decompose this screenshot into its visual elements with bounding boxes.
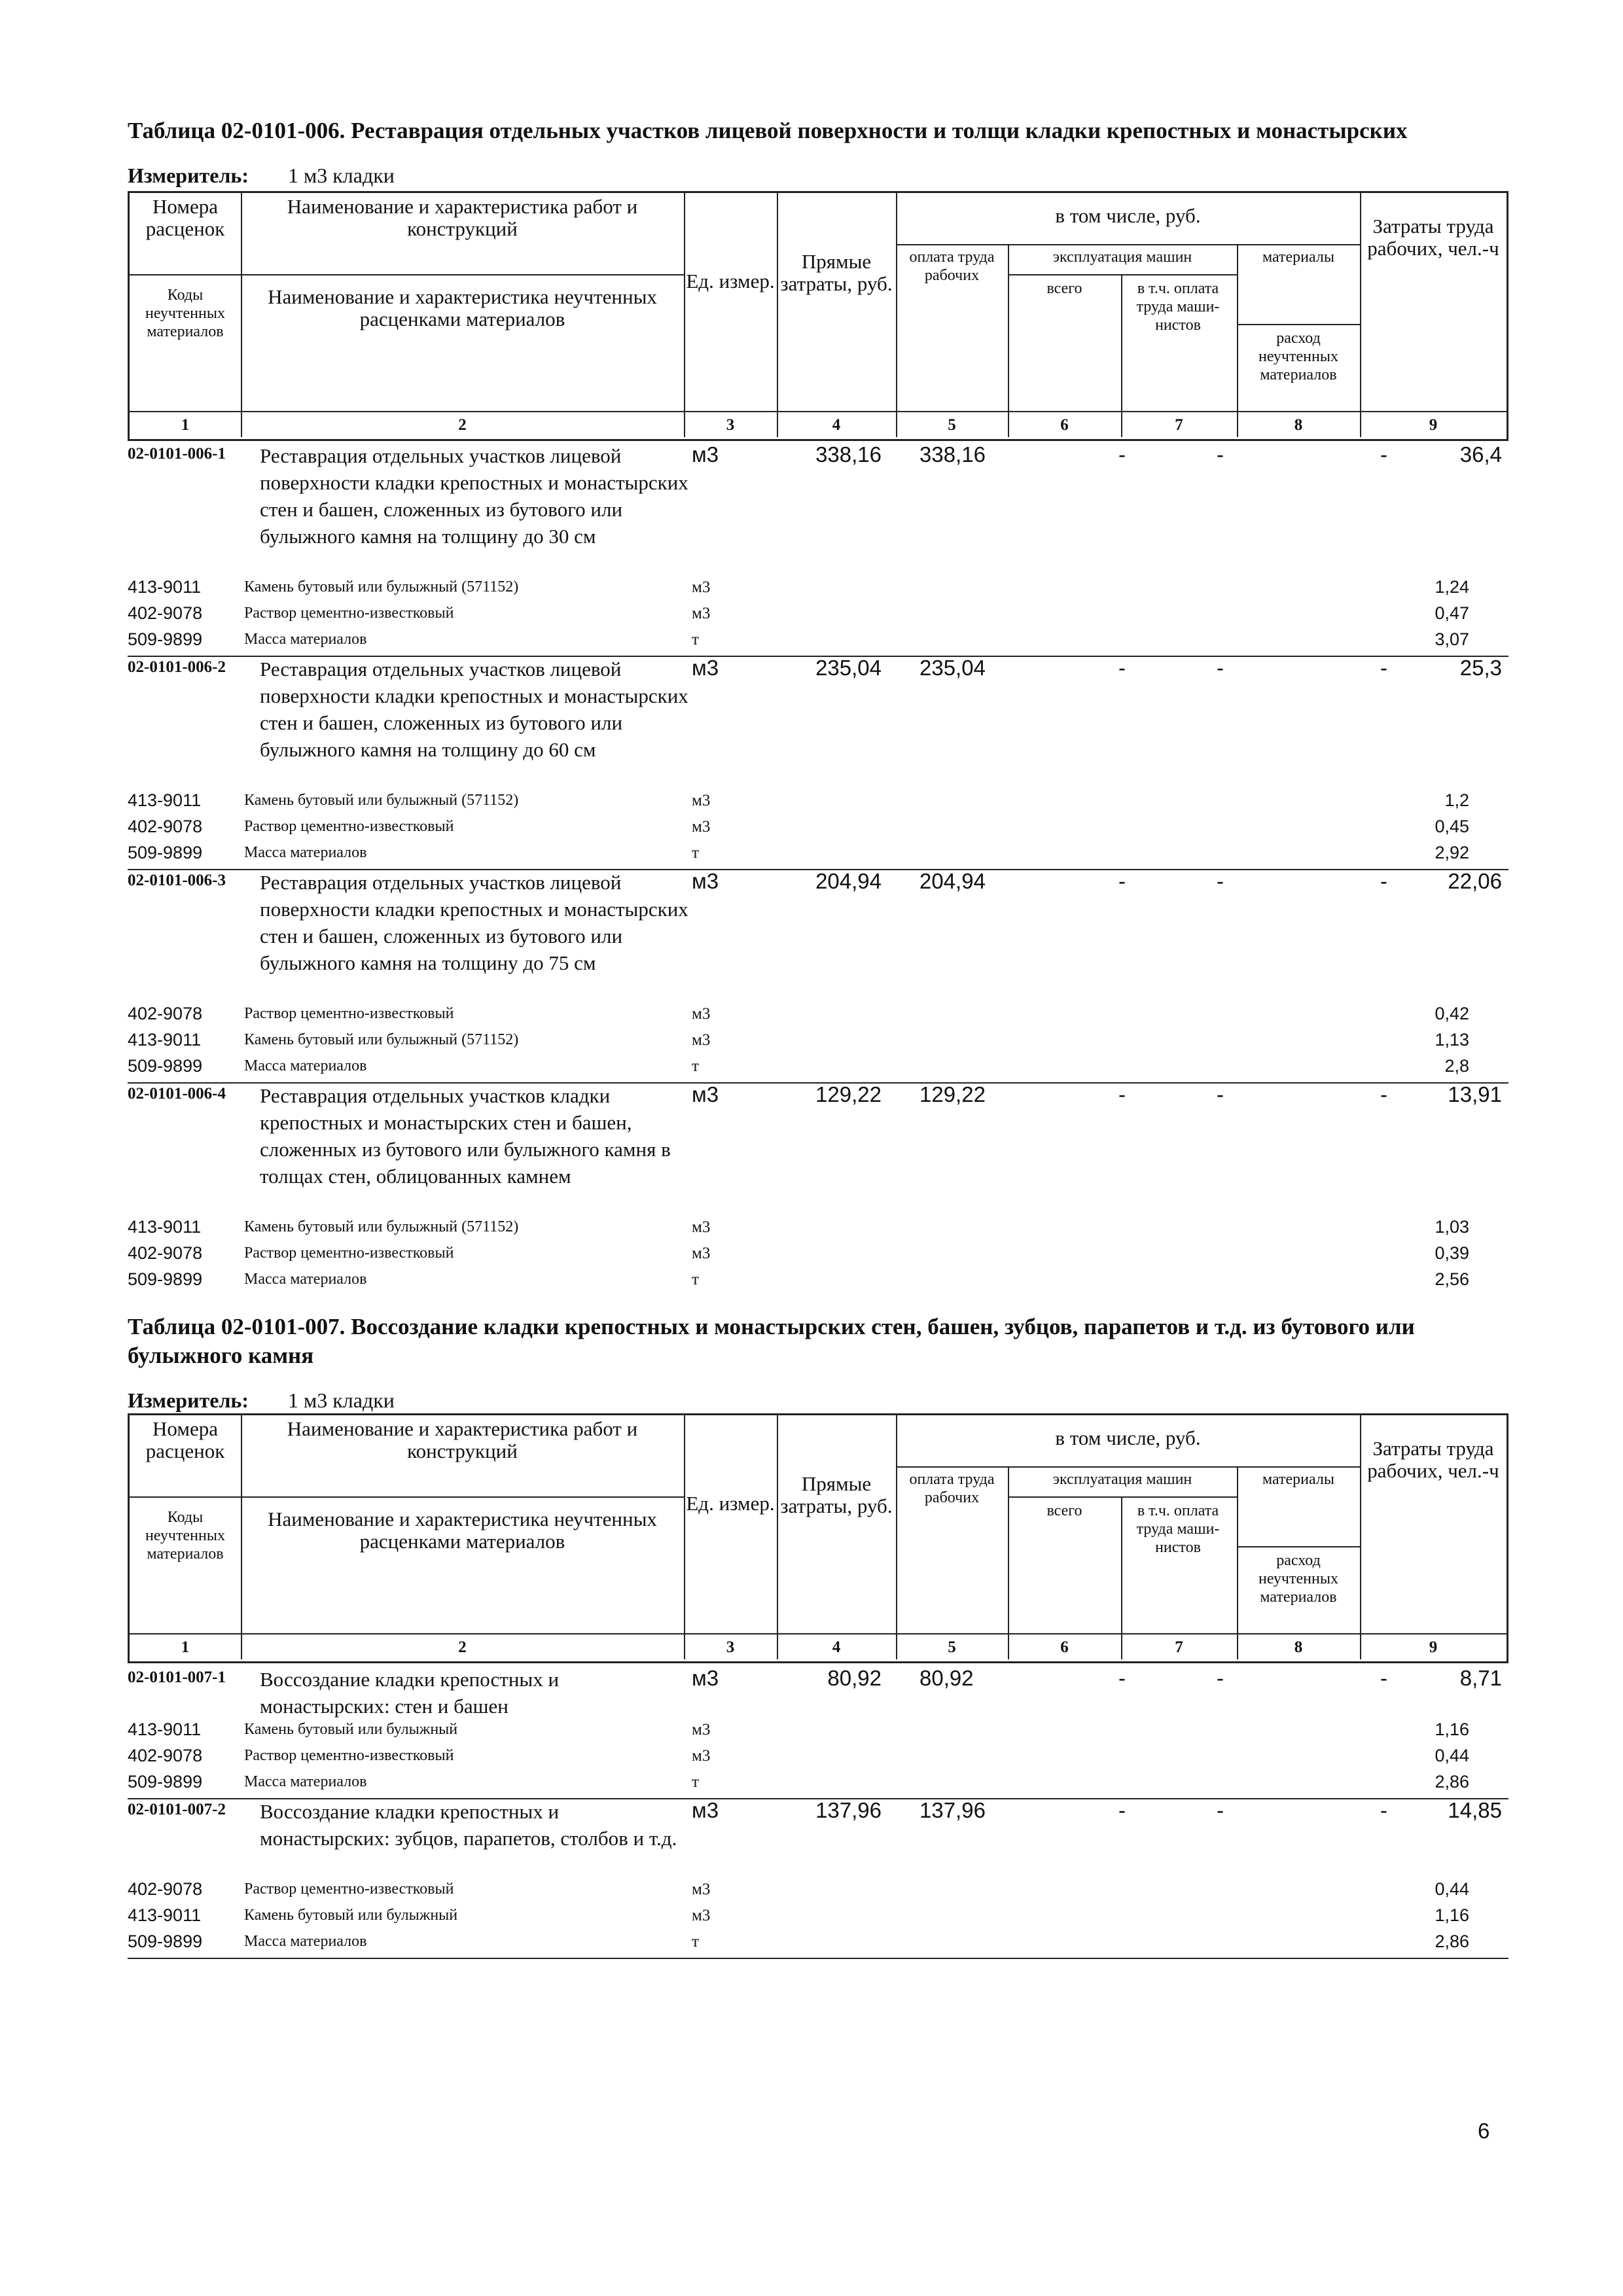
rate-row: [128, 1082, 1508, 1298]
rate-code: 02-0101-007-1: [128, 1669, 226, 1686]
material-name: Масса материалов: [244, 631, 367, 648]
rate-mach-pay: -: [1217, 1082, 1224, 1106]
material-unit: т: [692, 1773, 699, 1791]
material-value: 0,44: [1435, 1746, 1469, 1765]
material-name: Камень бутовый или булыжный (571152): [244, 1031, 519, 1048]
meter-value: 1 м3 кладки: [287, 1388, 395, 1412]
rate-unit: м3: [692, 442, 719, 467]
material-unit: м3: [692, 818, 711, 836]
rate-code: 02-0101-006-2: [128, 658, 226, 676]
material-code: 509-9899: [128, 1269, 203, 1289]
material-code: 413-9011: [128, 1217, 202, 1237]
column-number: 6: [1060, 416, 1069, 434]
header-labor-pay: оплата труда рабочих: [909, 1471, 995, 1506]
header-direct: Прямые затраты, руб.: [780, 1472, 893, 1517]
material-code: 413-9011: [128, 1905, 202, 1925]
material-value: 0,42: [1435, 1004, 1469, 1023]
material-value: 3,07: [1435, 629, 1469, 649]
material-value: 0,45: [1435, 817, 1469, 836]
header-material-codes: Коды неучтенных материалов: [145, 1509, 225, 1563]
material-name: Раствор цементно-известковый: [244, 1747, 454, 1764]
header-labor-cost: Затраты труда рабочих, чел.-ч: [1367, 1437, 1499, 1482]
material-unit: м3: [692, 792, 711, 809]
material-name: Раствор цементно-известковый: [244, 818, 454, 835]
material-value: 2,86: [1435, 1772, 1469, 1792]
rate-labor-cost: 22,06: [1448, 869, 1502, 893]
rate-labor-cost: 25,3: [1459, 656, 1502, 680]
table-header: [128, 1413, 1508, 1663]
rate-mach-pay: -: [1217, 1798, 1224, 1822]
material-name: Масса материалов: [244, 1271, 367, 1288]
header-material-name: Наименование и характеристика неучтенных расценками материалов: [268, 285, 657, 330]
material-unit: м3: [692, 1881, 711, 1898]
rate-labor-cost: 36,4: [1459, 442, 1502, 467]
rate-unit: м3: [692, 656, 719, 680]
material-value: 2,8: [1444, 1056, 1469, 1076]
material-name: Раствор цементно-известковый: [244, 1005, 454, 1022]
rate-name: Воссоздание кладки крепостных и монастырских: зубцов, парапетов, столбов и т.д.: [260, 1800, 677, 1850]
material-unit: т: [692, 631, 699, 648]
material-name: Раствор цементно-известковый: [244, 1881, 454, 1898]
material-value: 0,39: [1435, 1243, 1469, 1263]
material-code: 402-9078: [128, 1004, 203, 1023]
material-unit: т: [692, 1057, 699, 1075]
material-unit: м3: [692, 1747, 711, 1765]
material-code: 509-9899: [128, 1772, 203, 1792]
rate-name: Реставрация отдельных участков кладки крепостных и монастырских стен и башен, сложенных из бутового или булыжного камня в толщах стен, облицованных камнем: [260, 1084, 671, 1188]
column-number: 4: [832, 416, 841, 434]
material-value: 1,2: [1444, 790, 1469, 810]
material-unit: м3: [692, 578, 711, 596]
material-code: 509-9899: [128, 629, 203, 649]
material-name: Масса материалов: [244, 1057, 367, 1074]
rate-direct: 204,94: [815, 869, 882, 893]
header-machines: эксплуатация машин: [1052, 1471, 1192, 1488]
column-number: 7: [1175, 1638, 1183, 1656]
material-name: Раствор цементно-известковый: [244, 605, 454, 622]
rate-materials: -: [1380, 656, 1387, 680]
header-labor-cost: Затраты труда рабочих, чел.-ч: [1367, 215, 1499, 260]
material-unit: м3: [692, 1005, 711, 1023]
rate-machines: -: [1118, 442, 1126, 467]
material-value: 1,13: [1435, 1030, 1469, 1050]
material-code: 509-9899: [128, 1056, 203, 1076]
material-value: 1,24: [1435, 577, 1469, 597]
material-name: Масса материалов: [244, 1773, 367, 1790]
rate-labor-cost: 14,85: [1448, 1798, 1502, 1822]
meter-line: [128, 1388, 395, 1413]
column-number: 3: [726, 1638, 735, 1656]
rate-unit: м3: [692, 869, 719, 893]
material-code: 402-9078: [128, 603, 203, 623]
rate-machines: -: [1118, 656, 1126, 680]
rate-labor-pay: 129,22: [919, 1082, 986, 1106]
header-material-codes: Коды неучтенных материалов: [145, 287, 225, 340]
table-title: Таблица 02-0101-006. Реставрация отдельных участков лицевой поверхности и толщи кладки крепостных и монастырских: [128, 118, 1408, 143]
column-number: 5: [948, 1638, 956, 1656]
material-unit: м3: [692, 605, 711, 622]
material-value: 2,86: [1435, 1932, 1469, 1951]
rate-materials: -: [1380, 1082, 1387, 1106]
header-mat-consumption: расход неучтенных материалов: [1258, 1552, 1338, 1606]
material-value: 1,03: [1435, 1217, 1469, 1237]
rate-machines: -: [1118, 869, 1126, 893]
rate-materials: -: [1380, 1798, 1387, 1822]
rate-labor-pay: 80,92: [919, 1666, 974, 1690]
rate-code: 02-0101-006-3: [128, 872, 226, 889]
rate-direct: 137,96: [815, 1798, 882, 1822]
material-value: 2,56: [1435, 1269, 1469, 1289]
column-number: 3: [726, 416, 735, 434]
rate-name: Воссоздание кладки крепостных и монастырских: стен и башен: [260, 1668, 560, 1718]
material-unit: м3: [692, 1031, 711, 1049]
material-code: 402-9078: [128, 817, 203, 836]
rate-row: [128, 1666, 1508, 1801]
header-work-name: Наименование и характеристика работ и конструкций: [287, 195, 638, 240]
rate-row: [128, 869, 1508, 1085]
material-name: Камень бутовый или булыжный (571152): [244, 792, 519, 809]
rate-direct: 80,92: [827, 1666, 882, 1690]
rate-machines: -: [1118, 1666, 1126, 1690]
header-labor-pay: оплата труда рабочих: [909, 249, 995, 284]
material-code: 509-9899: [128, 843, 203, 862]
column-number: 7: [1175, 416, 1183, 434]
rate-labor-cost: 13,91: [1448, 1082, 1502, 1106]
material-name: Камень бутовый или булыжный (571152): [244, 578, 519, 595]
material-name: Масса материалов: [244, 844, 367, 861]
row-divider: [128, 1958, 1508, 1959]
material-code: 413-9011: [128, 1720, 202, 1739]
material-name: Камень бутовый или булыжный: [244, 1907, 458, 1924]
rate-mach-pay: -: [1217, 1666, 1224, 1690]
rate-materials: -: [1380, 1666, 1387, 1690]
material-unit: м3: [692, 1245, 711, 1262]
rate-row: [128, 1798, 1508, 1968]
material-code: 413-9011: [128, 1030, 202, 1050]
header-mach-pay: в т.ч. оплата труда маши-нистов: [1136, 1502, 1220, 1556]
material-value: 0,47: [1435, 603, 1469, 623]
rate-code: 02-0101-007-2: [128, 1801, 226, 1818]
header-work-name: Наименование и характеристика работ и конструкций: [287, 1417, 638, 1462]
rate-unit: м3: [692, 1666, 719, 1690]
column-number: 2: [458, 1638, 467, 1656]
material-name: Раствор цементно-известковый: [244, 1245, 454, 1262]
header-materials: материалы: [1262, 249, 1334, 266]
material-name: Камень бутовый или булыжный (571152): [244, 1218, 519, 1235]
rate-direct: 235,04: [815, 656, 882, 680]
column-number: 1: [181, 1638, 190, 1656]
material-name: Камень бутовый или булыжный: [244, 1721, 458, 1738]
material-name: Масса материалов: [244, 1933, 367, 1950]
material-code: 402-9078: [128, 1243, 203, 1263]
material-unit: т: [692, 1271, 699, 1288]
material-code: 413-9011: [128, 577, 202, 597]
header-codes: Номера расценок: [145, 195, 225, 240]
rate-direct: 129,22: [815, 1082, 882, 1106]
rate-labor-pay: 137,96: [919, 1798, 986, 1822]
material-unit: м3: [692, 1218, 711, 1236]
meter-line: [128, 164, 395, 188]
rate-code: 02-0101-006-4: [128, 1085, 226, 1103]
material-value: 0,44: [1435, 1879, 1469, 1899]
material-value: 2,92: [1435, 843, 1469, 862]
header-mach-pay: в т.ч. оплата труда маши-нистов: [1136, 280, 1220, 334]
header-mat-consumption: расход неучтенных материалов: [1258, 330, 1338, 383]
rate-mach-pay: -: [1217, 656, 1224, 680]
rate-direct: 338,16: [815, 442, 882, 467]
header-materials: материалы: [1262, 1471, 1334, 1488]
material-code: 402-9078: [128, 1879, 203, 1899]
rate-name: Реставрация отдельных участков лицевой поверхности кладки крепостных и монастырских стен и башен, сложенных из бутового или булыжного камня на толщину до 60 см: [260, 658, 688, 761]
meter-label: Измеритель:: [128, 1388, 249, 1412]
material-code: 402-9078: [128, 1746, 203, 1765]
header-incl: в том числе, руб.: [1055, 204, 1201, 227]
rate-labor-cost: 8,71: [1459, 1666, 1502, 1690]
material-code: 509-9899: [128, 1932, 203, 1951]
column-number: 2: [458, 416, 467, 434]
column-number: 5: [948, 416, 956, 434]
rate-machines: -: [1118, 1082, 1126, 1106]
material-code: 413-9011: [128, 790, 202, 810]
meter-value: 1 м3 кладки: [287, 164, 395, 187]
material-value: 1,16: [1435, 1905, 1469, 1925]
material-unit: м3: [692, 1721, 711, 1739]
header-unit: Ед. измер.: [686, 1492, 775, 1515]
rate-materials: -: [1380, 869, 1387, 893]
rate-unit: м3: [692, 1082, 719, 1106]
column-number: 9: [1429, 416, 1438, 434]
header-unit: Ед. измер.: [686, 270, 775, 292]
rate-row: [128, 656, 1508, 872]
rate-name: Реставрация отдельных участков лицевой поверхности кладки крепостных и монастырских стен и башен, сложенных из бутового или булыжного камня на толщину до 30 см: [260, 444, 688, 548]
column-number: 6: [1060, 1638, 1069, 1656]
header-codes: Номера расценок: [145, 1417, 225, 1462]
table-title: Таблица 02-0101-007. Воссоздание кладки крепостных и монастырских стен, башен, зубцов, парапетов и т.д. из бутового или булыжного камня: [128, 1314, 1415, 1368]
header-direct: Прямые затраты, руб.: [780, 250, 893, 295]
material-value: 1,16: [1435, 1720, 1469, 1739]
material-unit: м3: [692, 1907, 711, 1924]
rate-row: [128, 442, 1508, 658]
header-mach-total: всего: [1046, 1502, 1082, 1519]
rate-labor-pay: 204,94: [919, 869, 986, 893]
column-number: 8: [1294, 416, 1303, 434]
rate-materials: -: [1380, 442, 1387, 467]
rate-machines: -: [1118, 1798, 1126, 1822]
rate-name: Реставрация отдельных участков лицевой поверхности кладки крепостных и монастырских стен и башен, сложенных из бутового или булыжного камня на толщину до 75 см: [260, 871, 688, 974]
column-number: 1: [181, 416, 190, 434]
rate-code: 02-0101-006-1: [128, 445, 226, 463]
material-unit: т: [692, 1933, 699, 1951]
rate-mach-pay: -: [1217, 869, 1224, 893]
header-material-name: Наименование и характеристика неучтенных расценками материалов: [268, 1508, 657, 1553]
column-number: 8: [1294, 1638, 1303, 1656]
header-mach-total: всего: [1046, 280, 1082, 297]
meter-label: Измеритель:: [128, 164, 249, 187]
rate-labor-pay: 235,04: [919, 656, 986, 680]
table-header: [128, 191, 1508, 441]
rate-unit: м3: [692, 1798, 719, 1822]
material-unit: т: [692, 844, 699, 862]
page-number: 6: [1478, 2119, 1490, 2143]
column-number: 9: [1429, 1638, 1438, 1656]
header-incl: в том числе, руб.: [1055, 1426, 1201, 1449]
column-number: 4: [832, 1638, 841, 1656]
rate-labor-pay: 338,16: [919, 442, 986, 467]
rate-mach-pay: -: [1217, 442, 1224, 467]
header-machines: эксплуатация машин: [1052, 249, 1192, 266]
